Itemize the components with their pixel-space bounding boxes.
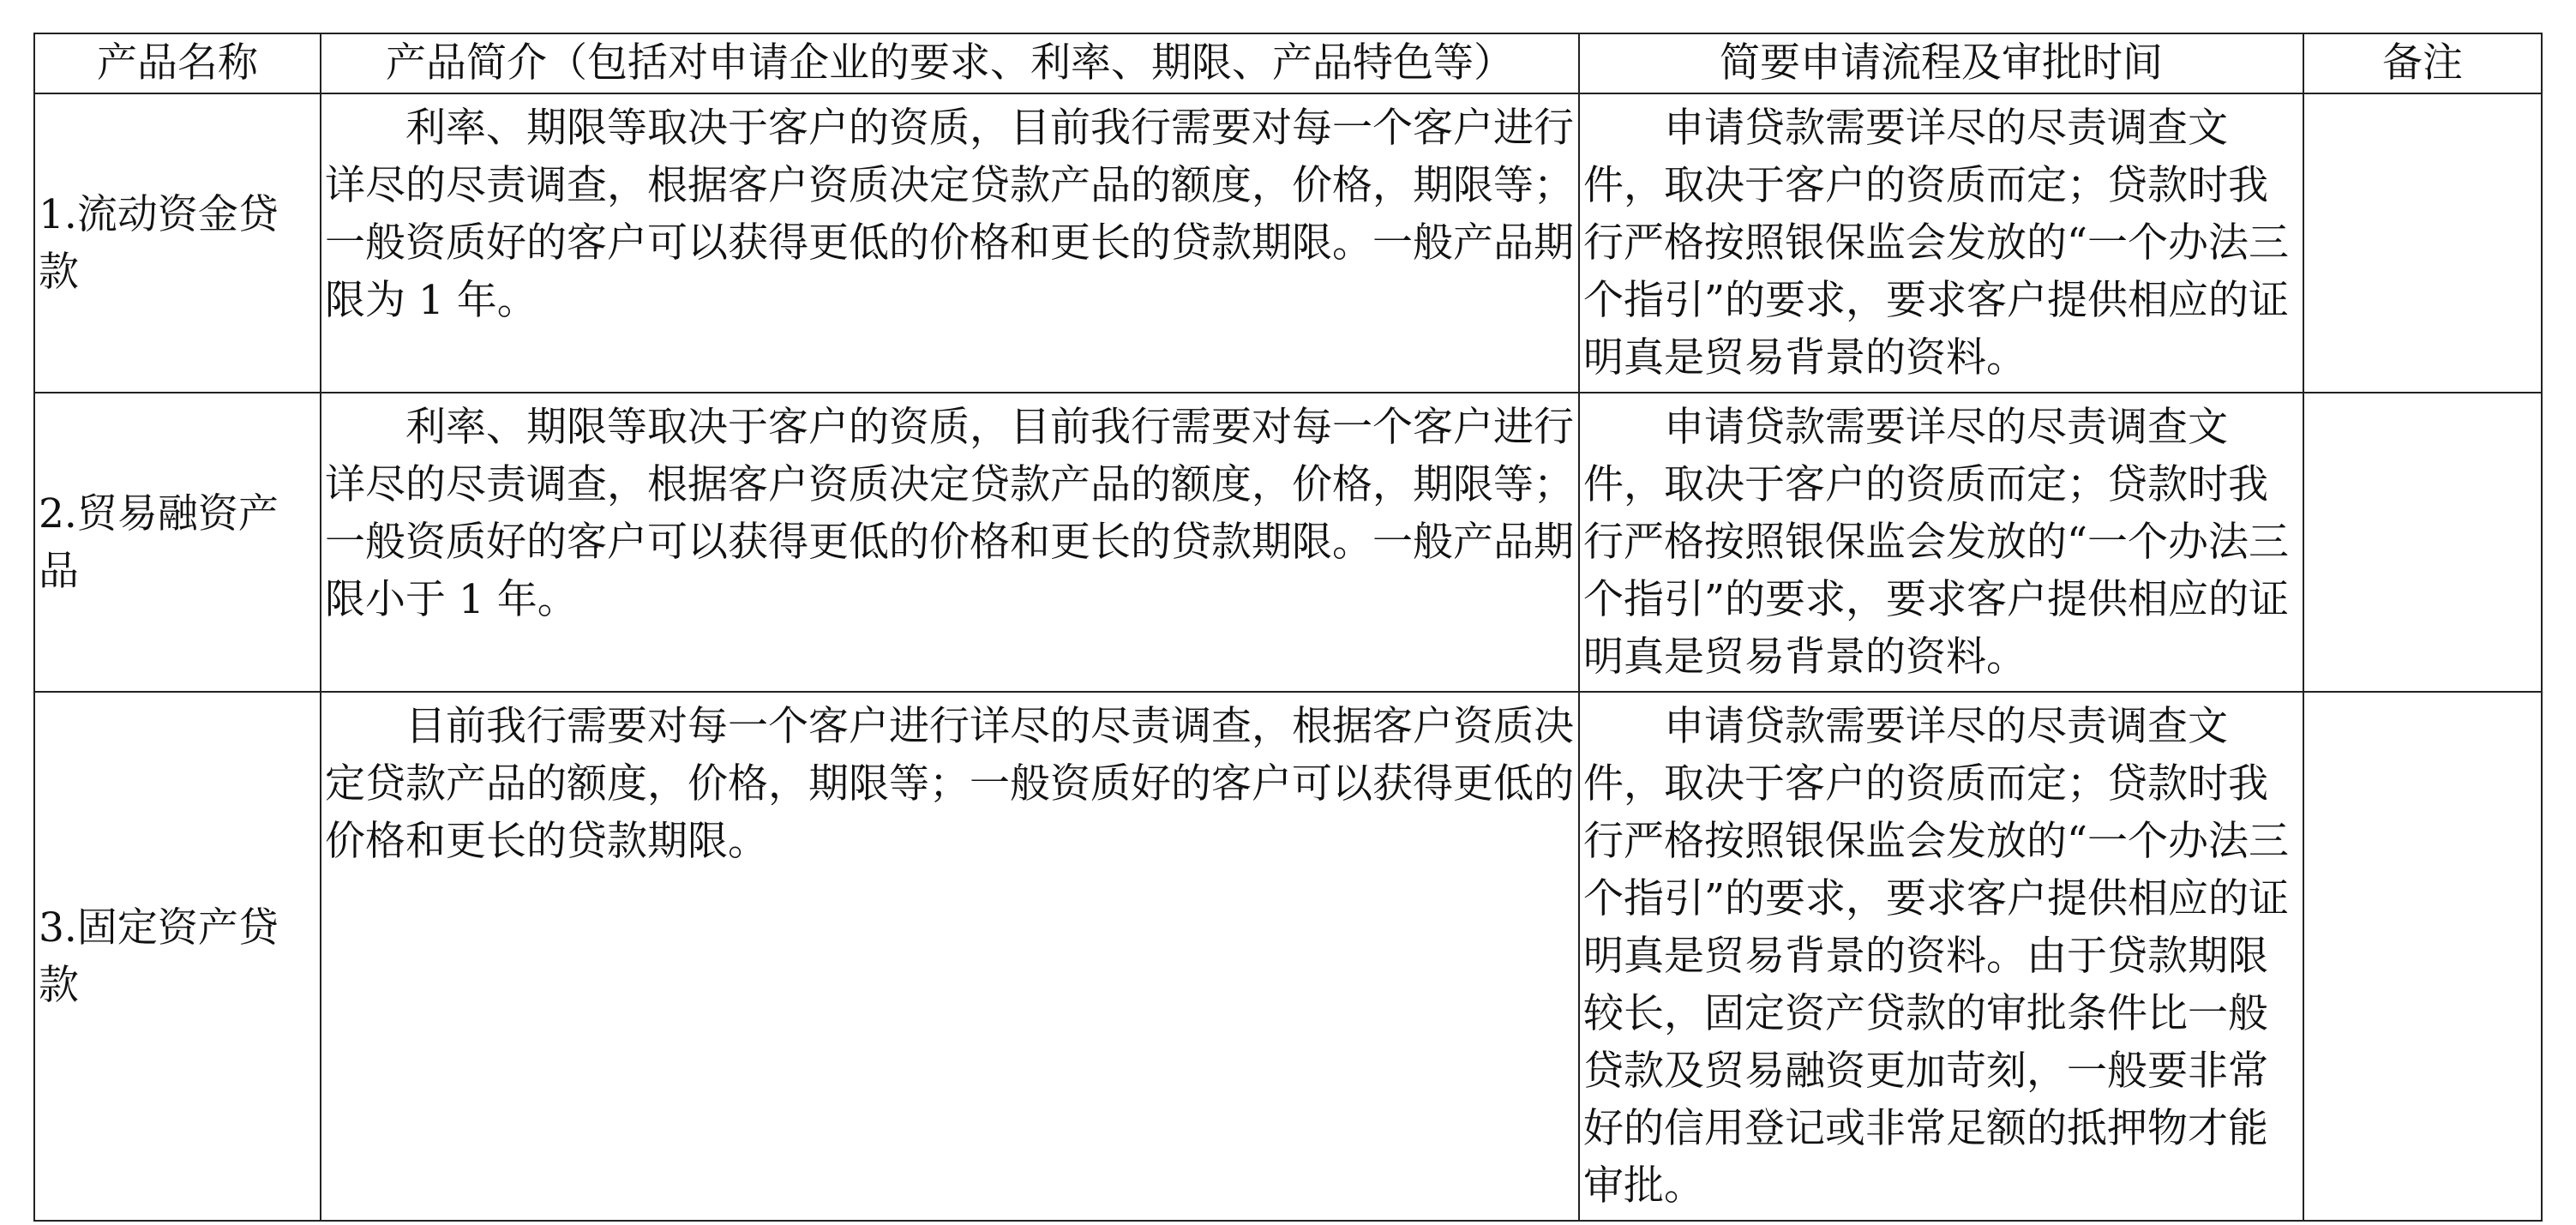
header-product-intro: 产品简介（包括对申请企业的要求、利率、期限、产品特色等） [321,33,1579,93]
table-row [34,692,2542,1221]
header-application-process: 简要申请流程及审批时间 [1579,33,2303,93]
remark-cell [2303,692,2542,1221]
product-intro-cell [321,393,1579,692]
header-remark: 备注 [2303,33,2542,93]
product-intro-text: 利率、期限等取决于客户的资质，目前我行需要对每一个客户进行详尽的尽责调查，根据客户资质决定贷款产品的额度，价格，期限等；一般资质好的客户可以获得更低的价格和更长的贷款期限。一般产品期限为 1 年。 [325,105,1574,324]
product-intro-text: 目前我行需要对每一个客户进行详尽的尽责调查，根据客户资质决定贷款产品的额度，价格，期限等；一般资质好的客户可以获得更低的价格和更长的贷款期限。 [325,703,1574,865]
application-process-text: 申请贷款需要详尽的尽责调查文件，取决于客户的资质而定；贷款时我行严格按照银保监会发放的“一个办法三个指引”的要求，要求客户提供相应的证明真是贸易背景的资料。 [1583,105,2290,381]
product-name-cell: 2.贸易融资产品 [34,393,321,692]
loan-products-table [33,33,2543,1222]
header-product-name: 产品名称 [34,33,321,93]
application-process-cell [1579,93,2303,393]
product-name-cell: 1.流动资金贷款 [34,93,321,393]
remark-cell [2303,393,2542,692]
product-name-cell: 3.固定资产贷款 [34,692,321,1221]
table-row [34,93,2542,393]
application-process-cell [1579,692,2303,1221]
application-process-text: 申请贷款需要详尽的尽责调查文件，取决于客户的资质而定；贷款时我行严格按照银保监会发放的“一个办法三个指引”的要求，要求客户提供相应的证明真是贸易背景的资料。由于贷款期限较长，固定资产贷款的审批条件比一般贷款及贸易融资更加苛刻，一般要非常好的信用登记或非常足额的抵押物才能审批。 [1583,703,2290,1210]
product-intro-text: 利率、期限等取决于客户的资质，目前我行需要对每一个客户进行详尽的尽责调查，根据客户资质决定贷款产品的额度，价格，期限等；一般资质好的客户可以获得更低的价格和更长的贷款期限。一般产品期限小于 1 年。 [325,404,1574,623]
remark-cell [2303,93,2542,393]
application-process-cell [1579,393,2303,692]
product-intro-cell [321,93,1579,393]
table-row [34,393,2542,692]
application-process-text: 申请贷款需要详尽的尽责调查文件，取决于客户的资质而定；贷款时我行严格按照银保监会发放的“一个办法三个指引”的要求，要求客户提供相应的证明真是贸易背景的资料。 [1583,404,2290,681]
product-intro-cell [321,692,1579,1221]
table-header-row [34,33,2542,93]
